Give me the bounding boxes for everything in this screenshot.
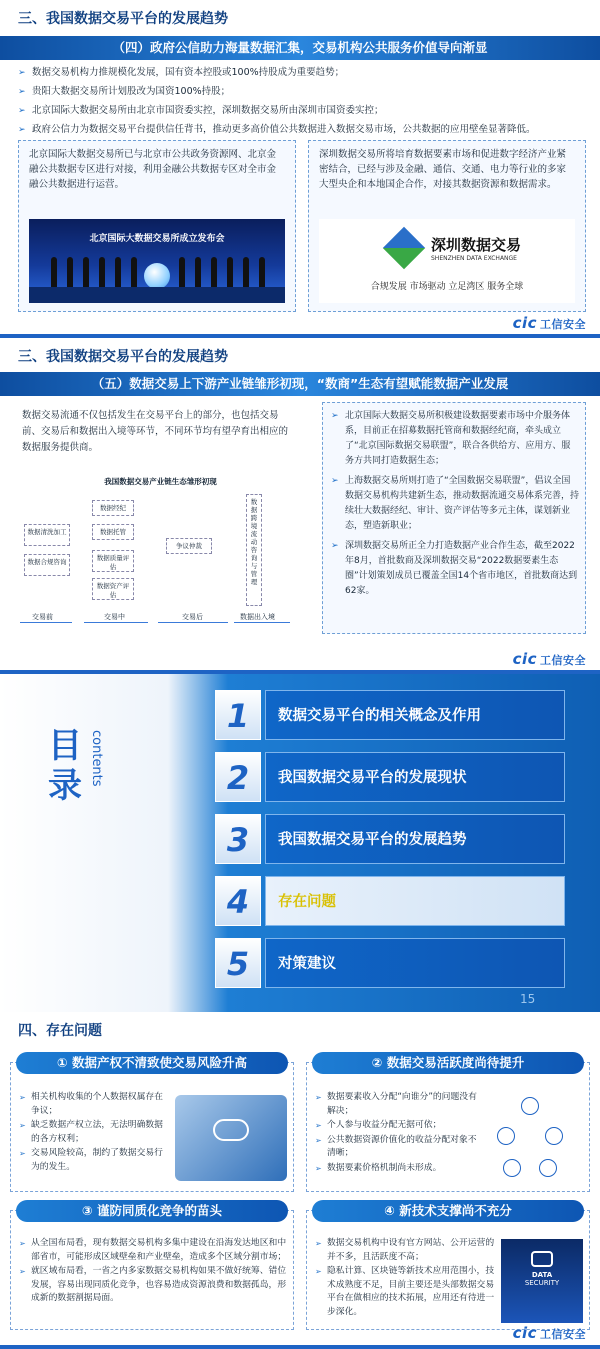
bullet-item: ➢ 隐私计算、区块链等新技术应用范围小，技术成熟度不足，目前主要还是头部数据交易平台在做相应的技术拓展，应用还有待进一步深化。	[315, 1265, 495, 1319]
ecosystem-box	[322, 402, 586, 634]
bullet-item: ➢ 数据要素价格机制尚未形成。	[315, 1162, 483, 1176]
phase-label: 数据出入境	[240, 613, 275, 621]
bullet-item: ➢ 交易风险较高，制约了数据交易行为的发生。	[19, 1147, 169, 1174]
security-image	[501, 1239, 583, 1323]
problem-2-title: ② 数据交易活跃度尚待提升	[312, 1052, 584, 1074]
problem-4-title: ④ 新技术支撑尚不充分	[312, 1200, 584, 1222]
sz-logo-icon	[383, 227, 425, 269]
slide-trend-4	[0, 0, 600, 338]
person-icon	[503, 1159, 521, 1177]
slide-problems	[0, 1012, 600, 1349]
person-icon	[539, 1159, 557, 1177]
phase-label: 交易中	[104, 613, 125, 621]
slide-trend-5	[0, 338, 600, 674]
lock-icon	[531, 1251, 553, 1267]
bullet-item: ➢ 北京国际大数据交易所积极建设数据要素市场中介服务体系，目前正在招募数据托管商和数据经纪商，牵头成立了“北京国际数据交易联盟”，联合各供给方、应用方、服务方共同打造数据生态；	[331, 409, 579, 469]
sz-logo-en: SHENZHEN DATA EXCHANGE	[431, 255, 517, 262]
bullet-item: ➢ 缺乏数据产权立法，无法明确数据的各方权利；	[19, 1119, 169, 1146]
cloud-icon	[213, 1119, 249, 1141]
bullet-list	[18, 66, 586, 142]
slide-contents	[0, 674, 600, 1012]
bullet-item: ➢ 数据交易机构中设有官方网站、公开运营的并不多，且活跃度不高；	[315, 1237, 495, 1264]
diagram-node: 争议仲裁	[166, 538, 212, 554]
toc-number: 1	[215, 690, 261, 740]
toc-number: 5	[215, 938, 261, 988]
diagram-node: 数据合规咨询	[24, 554, 70, 576]
launch-photo	[29, 219, 285, 303]
problem-3-box	[10, 1210, 294, 1330]
security-label: SECURITY	[524, 1279, 560, 1287]
person-icon	[521, 1097, 539, 1115]
toc-label: 我国数据交易平台的发展趋势	[265, 814, 565, 864]
diagram-node: 数据经纪	[92, 500, 134, 516]
section-title: 三、我国数据交易平台的发展趋势	[18, 11, 228, 27]
shenzhen-text: 深圳数据交易所将培育数据要素市场和促进数字经济产业紧密结合，已经与涉及金融、通信、交通、电力等行业的多家大型央企和本地国企合作，对接其数据资源和数据需求。	[319, 149, 567, 190]
toc-number: 3	[215, 814, 261, 864]
beijing-text: 北京国际大数据交易所已与北京市公共政务资源网、北京金融公共数据专区进行对接，利用金融公共数据专区对全市金融公共数据进行运营。	[29, 149, 277, 190]
cic-logo: cic 工信安全	[512, 314, 586, 332]
intro-text: 数据交易流通不仅包括发生在交易平台上的部分，也包括交易前、交易后和数据出入境等环节，不同环节均有望孕育出相应的数据服务提供商。	[22, 410, 289, 453]
sz-logo-card	[319, 219, 575, 303]
bullet-item: ➢ 相关机构收集的个人数据权属存在争议；	[19, 1091, 169, 1118]
person-icon	[497, 1127, 515, 1145]
problem-3-title: ③ 谨防同质化竞争的苗头	[16, 1200, 288, 1222]
problem-1-title: ① 数据产权不清致使交易风险升高	[16, 1052, 288, 1074]
bullet-item: ➢ 北京国际大数据交易所由北京市国资委实控，深圳数据交易所由深圳市国资委实控；	[18, 104, 586, 118]
diagram-node: 数据跨境流动咨询与管理	[246, 494, 262, 606]
bullet-item: ➢ 从全国布局看，现有数据交易机构多集中建设在沿海发达地区和中部省市，可能形成区域壁垒和产业壁垒，造成多个区域分割市场；	[19, 1237, 287, 1264]
cic-logo: cic 工信安全	[512, 650, 586, 668]
bullet-item: ➢ 深圳数据交易所正全力打造数据产业合作生态，截至2022年8月，首批数商及深圳数据交易“2022数据要素生态圈”计划策划成员已覆盖全国14个省市地区，首批数商达到62家。	[331, 539, 579, 599]
cic-logo: cic 工信安全	[512, 1324, 586, 1342]
bullet-item: ➢ 数据交易机构力推规模化发展，国有资本控股或100%持股成为重要趋势；	[18, 66, 586, 80]
section-title: 四、存在问题	[18, 1023, 102, 1039]
photo-caption: 北京国际大数据交易所成立发布会	[89, 234, 225, 244]
bullet-item: ➢ 数据要素收入分配“向谁分”的问题没有解决；	[315, 1091, 483, 1118]
bullet-item: ➢ 上海数据交易所则打造了“全国数据交易联盟”，倡议全国数据交易机构共建新生态，推动数据流通交易体系完善，持续壮大数据经纪、审计、资产评估等多元主体，谋划新业态，塑造新职业；	[331, 474, 579, 534]
diagram-node: 数据托管	[92, 524, 134, 540]
toc-title: 目录	[48, 726, 82, 806]
section-title: 三、我国数据交易平台的发展趋势	[18, 349, 228, 365]
bullet-item: ➢ 个人参与收益分配无据可依；	[315, 1119, 483, 1133]
toc-number: 4	[215, 876, 261, 926]
shenzhen-box	[308, 140, 586, 312]
person-icon	[545, 1127, 563, 1145]
sz-logo-cn: 深圳数据交易	[431, 236, 522, 254]
bullet-item: ➢ 政府公信力为数据交易平台提供信任背书，推动更多高价值公共数据进入数据交易市场，公共数据的应用壁垒显著降低。	[18, 123, 586, 137]
toc-item-3[interactable]	[215, 814, 565, 864]
toc-item-4[interactable]	[215, 876, 565, 926]
toc-number: 2	[215, 752, 261, 802]
globe-icon	[144, 263, 170, 289]
security-label: DATA	[531, 1271, 553, 1279]
toc-item-1[interactable]	[215, 690, 565, 740]
problem-1-box	[10, 1062, 294, 1192]
diagram-node: 数据质量评估	[92, 550, 134, 572]
toc-item-5[interactable]	[215, 938, 565, 988]
tablet-image	[175, 1095, 287, 1181]
footer-bar	[0, 1345, 600, 1349]
topic-banner: （四）政府公信助力海量数据汇集，交易机构公共服务价值导向渐显	[0, 36, 600, 60]
diagram-title: 我国数据交易产业链生态雏形初现	[104, 477, 217, 486]
beijing-box	[18, 140, 296, 312]
toc-label: 存在问题	[265, 876, 565, 926]
diagram-node: 数据清洗加工	[24, 524, 70, 546]
toc-label: 我国数据交易平台的发展现状	[265, 752, 565, 802]
toc-subtitle: contents	[89, 730, 104, 787]
sz-logo	[389, 233, 521, 263]
bullet-item: ➢ 就区域布局看，一省之内多家数据交易机构如果不做好统筹、错位发展，容易出现同质化竞争，也容易造成资源浪费和数据孤岛，形成新的数据割据局面。	[19, 1265, 287, 1306]
toc-label: 对策建议	[265, 938, 565, 988]
phase-label: 交易前	[32, 613, 53, 621]
topic-banner: （五）数据交易上下游产业链雏形初现，“数商”生态有望赋能数据产业发展	[0, 372, 600, 396]
toc-item-2[interactable]	[215, 752, 565, 802]
sz-slogan: 合规发展 市场驱动 立足湾区 服务全球	[370, 282, 524, 292]
diagram-node: 数据资产评估	[92, 578, 134, 600]
problem-4-box	[306, 1210, 590, 1330]
problem-2-box	[306, 1062, 590, 1192]
bullet-item: ➢ 公共数据资源价值化的收益分配对象不清晰；	[315, 1134, 483, 1161]
bullet-item: ➢ 贵阳大数据交易所计划股改为国资100%持股；	[18, 85, 586, 99]
phase-label: 交易后	[182, 613, 203, 621]
page-number: 15	[520, 992, 536, 1006]
toc-label: 数据交易平台的相关概念及作用	[265, 690, 565, 740]
